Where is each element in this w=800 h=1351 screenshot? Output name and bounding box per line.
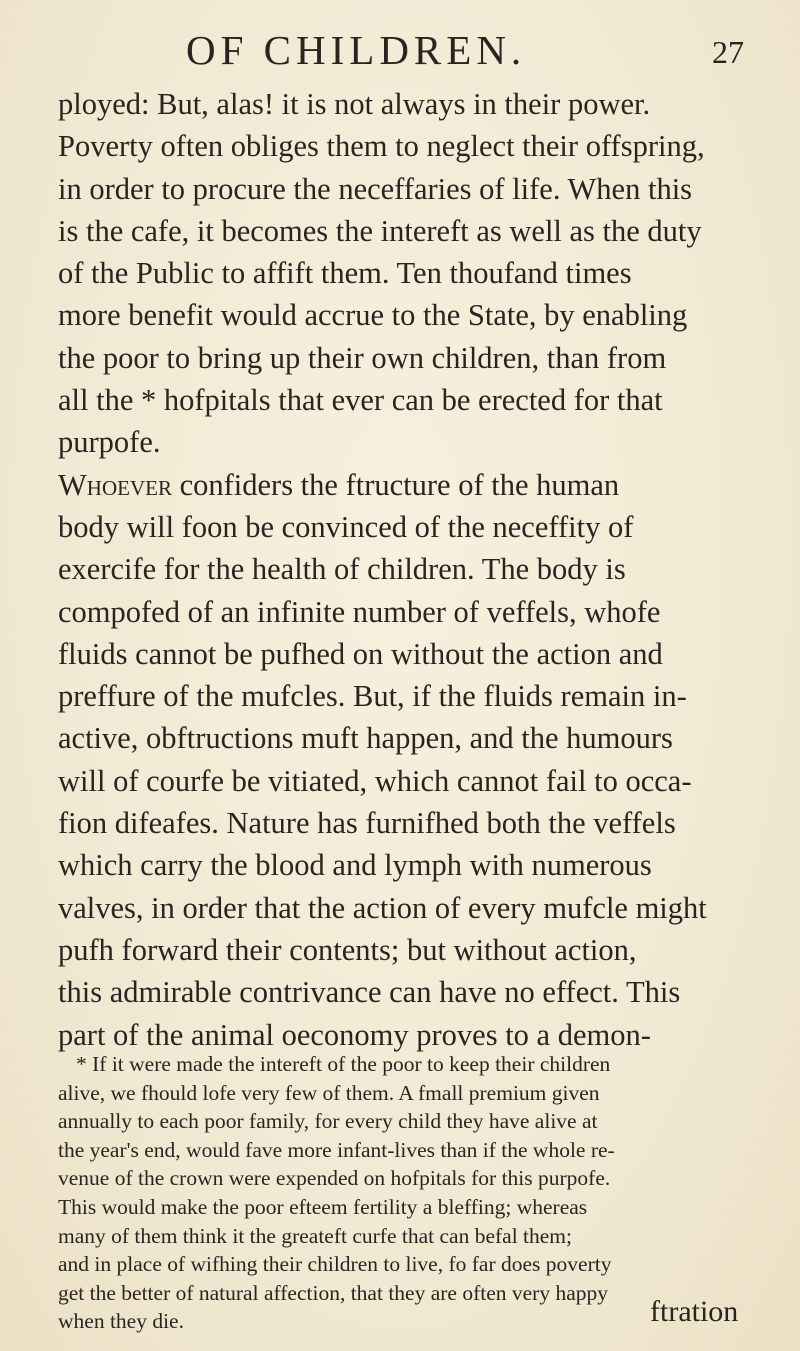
text-line: will of courfe be vitiated, which cannot fail to occa- (58, 763, 692, 798)
text-line: of the Public to affift them. Ten thoufand times (58, 256, 632, 291)
footnote-line: alive, we fhould lofe very few of them. A fmall premium given (58, 1080, 600, 1105)
footnote-line: when they die. (58, 1309, 184, 1334)
text-line: is the cafe, it becomes the intereft as well as the duty (58, 213, 702, 248)
text-line-rest: confiders the ftructure of the human (171, 467, 620, 502)
running-title: OF CHILDREN. (186, 27, 527, 73)
text-line: Poverty often obliges them to neglect their offspring, (58, 129, 705, 164)
text-line: this admirable contrivance can have no effect. This (58, 975, 681, 1010)
text-line: ployed: But, alas! it is not always in their power. (58, 87, 651, 121)
footnote-line: annually to each poor family, for every child they have alive at (58, 1109, 598, 1134)
footnote-line: get the better of natural affection, that they are often very happy (58, 1280, 609, 1305)
text-line: preffure of the mufcles. But, if the fluids remain in- (58, 679, 687, 714)
paragraph-lead-word: Whoever (58, 467, 172, 502)
text-line: active, obftructions muft happen, and the humours (58, 721, 673, 756)
text-line: valves, in order that the action of every mufcle might (58, 890, 707, 925)
footnote-line: the year's end, would fave more infant-lives than if the whole re- (58, 1137, 615, 1162)
paragraph-first-line (58, 464, 758, 506)
footnote-line: and in place of wifhing their children to live, fo far does poverty (58, 1252, 612, 1277)
text-line: purpofe. (58, 425, 161, 460)
page-number: 27 (712, 34, 744, 70)
footnote-line: many of them think it the greateft curfe that can befal them; (58, 1223, 573, 1248)
text-line: the poor to bring up their own children, than from (58, 340, 667, 375)
text-line: which carry the blood and lymph with numerous (58, 848, 652, 883)
text-line: body will foon be convinced of the neceffity of (58, 509, 634, 544)
text-line: in order to procure the neceffaries of life. When this (58, 171, 693, 206)
catchword: ftration (650, 1295, 739, 1328)
text-line: all the * hofpitals that ever can be erected for that (58, 383, 663, 418)
text-line: exercife for the health of children. The body is (58, 552, 626, 587)
text-line: part of the animal oeconomy proves to a demon- (58, 1017, 651, 1052)
text-line: compofed of an infinite number of veffels, whofe (58, 594, 661, 629)
text-line: fluids cannot be pufhed on without the action and (58, 636, 663, 671)
footnote-line: * If it were made the intereft of the poor to keep their children (76, 1052, 611, 1076)
text-line: pufh forward their contents; but without action, (58, 932, 637, 967)
footnote-line: This would make the poor efteem fertility a bleffing; whereas (58, 1194, 588, 1219)
running-head (0, 28, 800, 72)
text-line: more benefit would accrue to the State, by enabling (58, 298, 688, 333)
text-line: fion difeafes. Nature has furnifhed both the veffels (58, 806, 676, 841)
footnote-line: venue of the crown were expended on hofpitals for this purpofe. (58, 1166, 611, 1191)
body-text (58, 83, 758, 1056)
